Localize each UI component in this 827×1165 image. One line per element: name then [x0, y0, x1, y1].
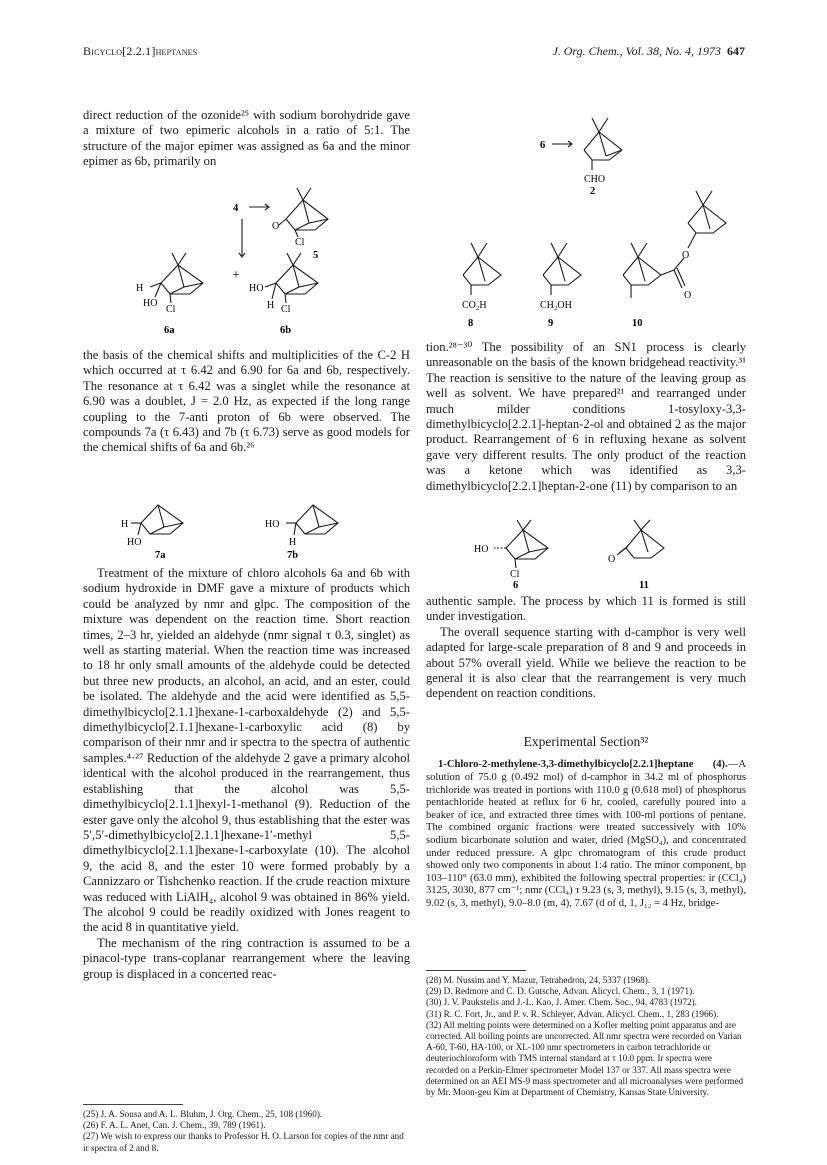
scheme-ozonide-reduction — [83, 175, 410, 340]
experimental-paragraph — [426, 759, 746, 910]
footnote: (31) R. C. Fort, Jr., and P. v. R. Schleyer, Advan. Alicycl. Chem., 1, 283 (1966). — [426, 1008, 719, 1019]
scheme-rearrangement-products — [426, 98, 746, 333]
running-header — [0, 44, 827, 64]
footnote-rule — [83, 1104, 183, 1105]
experimental-compound-title: 1-Chloro-2-methylene-3,3-dimethylbicyclo[2.2.1]heptane (4). — [438, 759, 728, 771]
section-title: Experimental Section³² — [523, 734, 649, 749]
footnote: (29) D. Redmore and C. D. Gutsche, Advan. Alicycl. Chem., 3, 1 (1971). — [426, 986, 695, 997]
atom-label: HO — [127, 537, 142, 548]
compound-number: 5 — [313, 250, 319, 261]
left-column-top — [83, 108, 410, 170]
paragraph: tion.²⁸⁻³⁰ The possibility of an SN1 process is clearly unreasonable on the basis of the known bridgehead reactivity.³¹ The reaction is sensitive to the nature of the leaving group as well as solvent. We have prepared²¹ and rearranged under much milder conditions 1-tosyloxy-3,3-dimethylbicyclo[2.2.1]-heptan-2-ol and obtained 2 as the major product. Rearrangement of 6 in refluxing hexane as solvent gave very different results. The only product of the reaction was a ketone which was identified as 3,3-dimethylbicyclo[2.2.1]heptan-2-one (11) by comparison to an — [426, 340, 746, 493]
footnote-rule — [426, 970, 526, 971]
formula-label: CH₂OH — [540, 300, 572, 311]
atom-label: O — [682, 250, 690, 261]
scheme-svg — [426, 518, 746, 588]
footnote: (26) F. A. L. Anet, Can. J. Chem., 39, 789 (1961). — [83, 1120, 266, 1131]
compound-number: 11 — [639, 580, 649, 588]
atom-label: H — [136, 283, 144, 294]
atom-label: H — [289, 537, 297, 548]
scheme-ketone-product — [426, 518, 746, 588]
plus-sign: + — [232, 268, 240, 283]
footnote: (32) All melting points were determined on a Kofler melting point apparatus and are corrected. All boiling points are uncorrected. All nmr spectra were recorded on Varian A-60, T-60, HA-100, or XL-100 nmr spectrometers in carbon tetrachloride or deuteriochloroform with TMS internal standard at τ 10.0 ppm. Ir spectra were recorded on a Perkin-Elmer spectrometer Model 137 or 337. All mass spectra were determined on an AEI MS-9 mass spectrometer and all microanalyses were performed by Mr. Moon-geu Kim at Department of Chemistry, Kansas State University. — [426, 1019, 744, 1098]
scheme-svg — [83, 175, 410, 340]
atom-label: HO — [474, 544, 489, 555]
scheme-model-compounds — [83, 495, 410, 560]
journal-citation: J. Org. Chem., Vol. 38, No. 4, 1973 647 — [552, 44, 745, 58]
compound-number: 6a — [164, 325, 175, 336]
paragraph: direct reduction of the ozonide²⁵ with sodium borohydride gave a mixture of two epimeric alcohols in a ratio of 5:1. The structure of the major epimer was assigned as 6a and the minor epimer as 6b, primarily on — [83, 108, 410, 169]
experimental-text: —A solution of 75.0 g (0.492 mol) of d-camphor in 34.2 ml of phosphorus trichloride was treated in portions with 110.0 g (0.618 mol) of phosphorus pentachloride heated at reflux for 6 hr, cooled, carefully poured into a beaker of ice, and extracted three times with 100-ml portions of pentane. The combined organic fractions were treated successively with 10% sodium bicarbonate solution and water, dried (MgSO₄), and concentrated under reduced pressure. A glpc chromatogram of this crude product showed only two components in about 1:4 ratio. The minor component, bp 103–110° (63.0 mm), exhibited the following spectral properties: ir (CCl₄) 3125, 3030, 877 cm⁻¹; nmr (CCl₄) τ 9.23 (s, 3, methyl), 9.15 (s, 3, methyl), 9.02 (s, 3, methyl), 9.0–8.0 (m, 4), 7.67 (d of d, 1, J₁₂ = 4 Hz, bridge- — [426, 759, 746, 909]
atom-label: Cl — [281, 304, 291, 315]
atom-label: Cl — [510, 569, 520, 580]
compound-number: 7a — [155, 550, 166, 560]
left-column-bottom — [83, 566, 410, 982]
atom-label: H — [121, 519, 129, 530]
atom-label: Cl — [166, 304, 176, 315]
compound-number: 8 — [468, 318, 474, 329]
paragraph: The mechanism of the ring contraction is assumed to be a pinacol-type trans-coplanar rearrangement where the leaving group is displaced in a concerted reac- — [83, 935, 410, 981]
compound-number: 9 — [548, 318, 554, 329]
running-title: Bicyclo[2.2.1]heptanes — [83, 44, 198, 58]
left-footnotes — [83, 1104, 410, 1154]
paragraph: The overall sequence starting with d-camphor is very well adapted for large-scale preparation of 8 and 9 and proceeds in about 57% overall yield. While we believe the reaction to be general it is also clear that the rearrangement is very much dependent on reaction conditions. — [426, 624, 746, 701]
compound-number: 6 — [540, 140, 546, 151]
right-column-mid — [426, 594, 746, 702]
formula-label: CHO — [584, 174, 606, 185]
right-column-top — [426, 340, 746, 494]
footnote: (25) J. A. Sousa and A. L. Bluhm, J. Org. Chem., 25, 108 (1960). — [83, 1109, 323, 1119]
compound-number: 10 — [632, 318, 643, 329]
footnote: (27) We wish to express our thanks to Professor H. O. Larson for copies of the nmr and ir spectra of 2 and 8. — [83, 1131, 404, 1153]
atom-label: O — [272, 221, 280, 232]
compound-number: 6 — [513, 580, 519, 588]
compound-number: 6b — [280, 325, 292, 336]
paragraph: Treatment of the mixture of chloro alcohols 6a and 6b with sodium hydroxide in DMF gave a mixture of products which could be analyzed by nmr and glpc. The composition of the mixture was dependent on the reaction time. Short reaction times, 2–3 hr, yielded an aldehyde (nmr signal τ 0.3, singlet) as well as starting material. When the reaction time was increased to 18 hr only small amounts of the aldehyde could be detected but three new products, an alcohol, an acid, and an ester, could be isolated. The aldehyde and the acid were identified as 5,5-dimethylbicyclo[2.1.1]hexane-1-carboxaldehyde (2) and 5,5-dimethylbicyclo[2.1.1]hexane-1-carboxylic acid (8) by comparison of their nmr and ir spectra to the spectra of authentic samples.⁴·²⁷ Reduction of the aldehyde 2 gave a primary alcohol identical with the alcohol produced in the rearrangement, thus establishing that the alcohol was 5,5-dimethylbicyclo[2.1.1]hexyl-1-methanol (9). Reduction of the ester gave only the alcohol 9, thus establishing that the ester was 5′,5′-dimethylbicyclo[2.1.1]hexane-1′-methyl 5,5-dimethylbicyclo[2.1.1]hexane-1-carboxylate (10). The alcohol 9, the acid 8, and the ester 10 were formed probably by a Cannizzaro or Tishchenko reaction. If the crude reaction mixture was reduced with LiAlH₄, alcohol 9 was obtained in 86% yield. The alcohol 9 could be readily oxidized with Jones reagent to the acid 8 in quantitative yield. — [83, 566, 410, 935]
atom-label: Cl — [295, 237, 305, 248]
atom-label: HO — [249, 283, 264, 294]
atom-label: H — [267, 300, 275, 311]
paragraph: the basis of the chemical shifts and multiplicities of the C-2 H which occurred at τ 6.42 and 6.90 for 6a and 6b, respectively. The resonance at τ 6.42 was a singlet while the resonance at 6.90 was a doublet, J = 2.0 Hz, as expected if the long range coupling to the 7-anti proton of 6b were observed. The compounds 7a (τ 6.43) and 7b (τ 6.73) serve as good models for the chemical shifts of 6a and 6b.²⁶ — [83, 348, 410, 455]
left-column-mid — [83, 348, 410, 456]
compound-number: 4 — [233, 203, 239, 214]
page-number: 647 — [727, 44, 745, 58]
compound-number: 2 — [590, 186, 596, 197]
formula-label: CO₂H — [462, 300, 487, 311]
footnote: (30) J. V. Paukstelis and J.-L. Kao, J. Amer. Chem. Soc., 94, 4783 (1972). — [426, 997, 697, 1008]
paragraph: authentic sample. The process by which 11 is formed is still under investigation. — [426, 594, 746, 624]
atom-label: HO — [143, 298, 158, 309]
experimental-section — [426, 734, 746, 911]
compound-number: 7b — [287, 550, 299, 560]
scheme-svg — [426, 98, 746, 333]
atom-label: O — [684, 290, 692, 301]
right-footnotes — [426, 970, 746, 1098]
atom-label: HO — [265, 519, 280, 530]
atom-label: O — [608, 554, 616, 565]
scheme-svg — [83, 495, 410, 560]
footnote: (28) M. Nussim and Y. Mazur, Tetrahedron, 24, 5337 (1968). — [426, 975, 651, 985]
